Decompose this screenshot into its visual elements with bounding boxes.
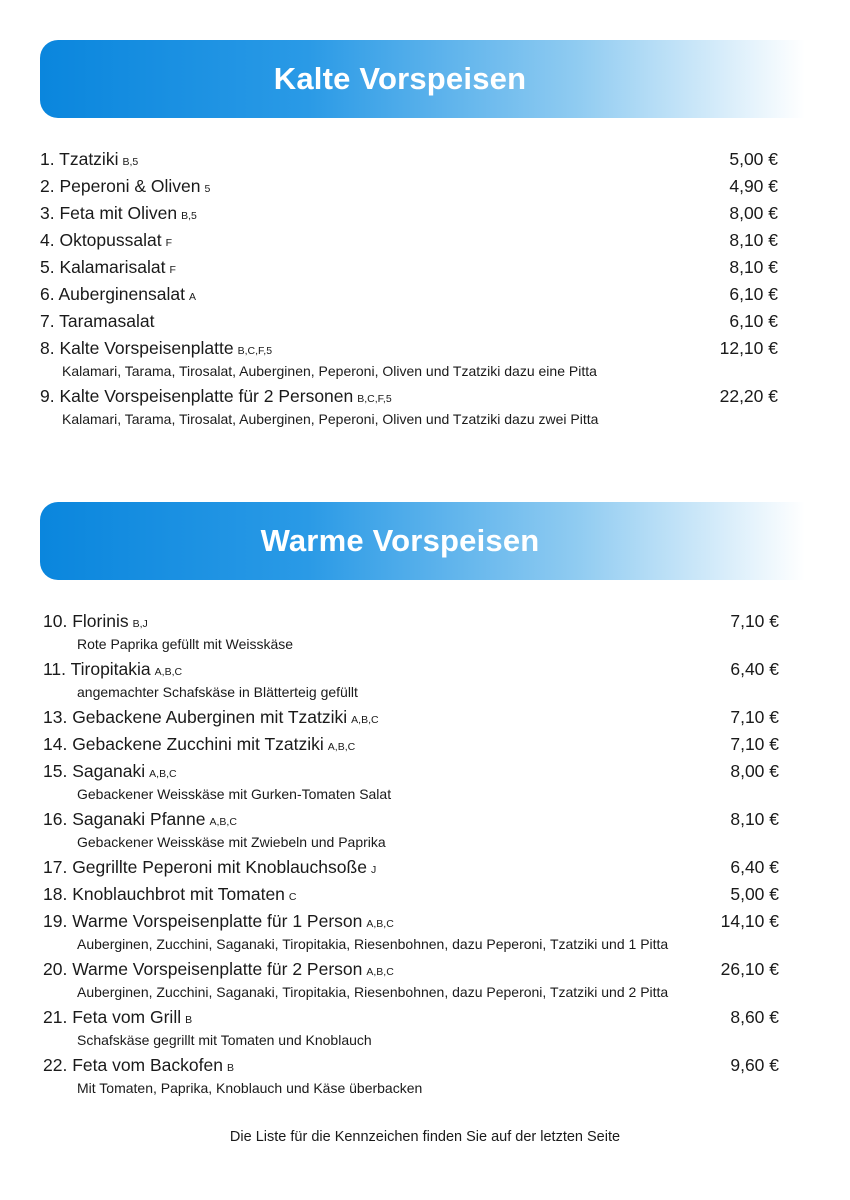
menu-item-allergen-codes: A,B,C <box>209 816 237 828</box>
menu-list-warme-vorspeisen <box>0 608 850 1100</box>
menu-item <box>0 281 850 308</box>
footer-note: Die Liste für die Kennzeichen finden Sie auf der letzten Seite <box>229 1129 621 1145</box>
menu-item-row <box>0 806 850 833</box>
menu-item-allergen-codes: A,B,C <box>351 714 379 726</box>
menu-item <box>0 731 850 758</box>
menu-item-title <box>43 704 379 734</box>
section-banner-kalte-vorspeisen <box>40 40 805 118</box>
menu-item-title <box>43 1004 192 1034</box>
menu-item <box>0 1004 850 1052</box>
menu-item <box>0 227 850 254</box>
menu-item <box>0 608 850 656</box>
menu-item-description: Gebackener Weisskäse mit Zwiebeln und Paprika <box>77 834 386 850</box>
menu-item-description: angemachter Schafskäse in Blätterteig gefüllt <box>77 684 358 700</box>
menu-item-title <box>43 656 182 686</box>
menu-item-row <box>0 956 850 983</box>
menu-item <box>0 656 850 704</box>
menu-item-title <box>40 227 172 257</box>
menu-item-description: Gebackener Weisskäse mit Gurken-Tomaten Salat <box>77 786 392 802</box>
menu-item <box>0 173 850 200</box>
section-title: Kalte Vorspeisen <box>273 61 527 96</box>
menu-item-row <box>0 908 850 935</box>
menu-item-allergen-codes: B,5 <box>122 156 139 168</box>
menu-item-title <box>43 881 297 911</box>
menu-item-allergen-codes: A,B,C <box>327 741 356 753</box>
menu-item-name: 15. Saganaki <box>43 761 146 781</box>
menu-item-name: 8. Kalte Vorspeisenplatte <box>40 338 234 358</box>
menu-item-allergen-codes: A,B,C <box>154 666 183 678</box>
menu-list-kalte-vorspeisen <box>0 146 850 431</box>
menu-item-title <box>40 200 197 230</box>
menu-item-allergen-codes: B <box>226 1062 234 1074</box>
menu-item-title <box>43 731 355 761</box>
menu-item-row <box>0 704 850 731</box>
menu-item <box>0 806 850 854</box>
menu-item-row <box>0 1052 850 1079</box>
menu-item-allergen-codes: A,B,C <box>366 918 394 930</box>
menu-item-name: 21. Feta vom Grill <box>43 1007 182 1027</box>
menu-item-price: 6,10 € <box>729 311 778 331</box>
menu-item-name: 9. Kalte Vorspeisenplatte für 2 Personen <box>40 386 354 406</box>
menu-item-allergen-codes: A,B,C <box>149 768 177 780</box>
menu-item-price: 6,10 € <box>729 284 778 304</box>
menu-item-price: 12,10 € <box>719 338 778 358</box>
menu-item-name: 6. Auberginensalat <box>40 284 185 304</box>
menu-item-title <box>43 908 394 938</box>
menu-item <box>0 1052 850 1100</box>
menu-item-name: 3. Feta mit Oliven <box>40 203 178 223</box>
menu-item-allergen-codes: B <box>185 1014 193 1026</box>
menu-item-title <box>40 254 176 284</box>
menu-item-description: Rote Paprika gefüllt mit Weisskäse <box>77 636 294 652</box>
menu-item-name: 7. Taramasalat <box>40 311 155 331</box>
menu-item-allergen-codes: B,J <box>132 618 148 630</box>
menu-item-description: Auberginen, Zucchini, Saganaki, Tiropitakia, Riesenbohnen, dazu Peperoni, Tzatziki und 1 Pitta <box>77 936 669 952</box>
menu-item-row <box>0 335 850 362</box>
menu-item-row <box>0 854 850 881</box>
menu-item-row <box>0 881 850 908</box>
menu-item <box>0 383 850 431</box>
menu-item-allergen-codes: C <box>288 891 297 903</box>
menu-item-price: 22,20 € <box>719 386 778 406</box>
menu-item-name: 1. Tzatziki <box>40 149 119 169</box>
menu-item-row <box>0 1004 850 1031</box>
menu-item-price: 14,10 € <box>720 911 779 931</box>
menu-item-row <box>0 281 850 308</box>
menu-item-price: 8,00 € <box>730 761 779 781</box>
menu-item-title <box>43 1052 234 1082</box>
menu-item-price: 7,10 € <box>730 611 779 631</box>
menu-item-name: 5. Kalamarisalat <box>40 257 166 277</box>
menu-item-allergen-codes: B,5 <box>181 210 197 222</box>
menu-item-price: 6,40 € <box>730 857 779 877</box>
menu-item <box>0 908 850 956</box>
menu-item-title <box>40 281 196 311</box>
menu-item-row <box>0 146 850 173</box>
menu-item-row <box>0 383 850 410</box>
section-banner-warme-vorspeisen <box>40 502 805 580</box>
menu-item-allergen-codes: B,C,F,5 <box>237 345 273 357</box>
menu-item-title <box>43 956 394 986</box>
menu-item-title <box>40 383 392 413</box>
menu-item-row <box>0 227 850 254</box>
menu-item-price: 8,60 € <box>730 1007 779 1027</box>
menu-item-description: Schafskäse gegrillt mit Tomaten und Knoblauch <box>77 1032 372 1048</box>
menu-item-row <box>0 200 850 227</box>
menu-item-row <box>0 758 850 785</box>
menu-item-title <box>43 854 376 884</box>
menu-item-title <box>43 608 148 638</box>
menu-item-price: 4,90 € <box>729 176 778 196</box>
menu-item-description: Kalamari, Tarama, Tirosalat, Auberginen, Peperoni, Oliven und Tzatziki dazu eine Pitta <box>62 363 597 379</box>
menu-item <box>0 854 850 881</box>
menu-item-title <box>40 146 138 176</box>
menu-item-price: 7,10 € <box>730 707 779 727</box>
menu-item-row <box>0 308 850 335</box>
menu-item <box>0 758 850 806</box>
menu-item-title <box>40 308 154 335</box>
menu-item-description: Auberginen, Zucchini, Saganaki, Tiropitakia, Riesenbohnen, dazu Peperoni, Tzatziki und 2 Pitta <box>77 984 669 1000</box>
menu-item-name: 14. Gebackene Zucchini mit Tzatziki <box>43 734 324 754</box>
menu-item <box>0 146 850 173</box>
menu-item-title <box>40 335 272 365</box>
menu-item-row <box>0 254 850 281</box>
menu-item-name: 22. Feta vom Backofen <box>43 1055 223 1075</box>
menu-item-price: 6,40 € <box>730 659 779 679</box>
section-title: Warme Vorspeisen <box>260 523 540 558</box>
menu-item-allergen-codes: F <box>165 237 173 249</box>
menu-item <box>0 956 850 1004</box>
menu-item-price: 26,10 € <box>720 959 779 979</box>
menu-item-price: 5,00 € <box>730 884 779 904</box>
menu-item-name: 20. Warme Vorspeisenplatte für 2 Person <box>43 959 363 979</box>
menu-item <box>0 881 850 908</box>
menu-item <box>0 704 850 731</box>
menu-item <box>0 335 850 383</box>
menu-item-name: 13. Gebackene Auberginen mit Tzatziki <box>43 707 348 727</box>
menu-item-allergen-codes: F <box>169 264 176 276</box>
menu-item <box>0 254 850 281</box>
menu-item-name: 19. Warme Vorspeisenplatte für 1 Person <box>43 911 363 931</box>
menu-item-price: 8,10 € <box>729 257 778 277</box>
menu-item-name: 10. Florinis <box>43 611 129 631</box>
menu-item-allergen-codes: A <box>188 291 196 303</box>
menu-item-name: 4. Oktopussalat <box>40 230 162 250</box>
menu-item-name: 18. Knoblauchbrot mit Tomaten <box>43 884 285 904</box>
menu-item-name: 11. Tiropitakia <box>43 659 151 679</box>
menu-item-price: 5,00 € <box>729 149 778 169</box>
menu-item-name: 17. Gegrillte Peperoni mit Knoblauchsoße <box>43 857 367 877</box>
menu-item-description: Kalamari, Tarama, Tirosalat, Auberginen, Peperoni, Oliven und Tzatziki dazu zwei Pitta <box>62 411 599 427</box>
menu-item-row <box>0 731 850 758</box>
menu-item-title <box>43 806 237 836</box>
menu-item-price: 8,10 € <box>730 809 779 829</box>
menu-item-row <box>0 173 850 200</box>
menu-item-name: 16. Saganaki Pfanne <box>43 809 206 829</box>
menu-item-row <box>0 656 850 683</box>
menu-item-price: 9,60 € <box>730 1055 779 1075</box>
menu-item-name: 2. Peperoni & Oliven <box>40 176 201 196</box>
menu-item-allergen-codes: 5 <box>204 183 211 195</box>
menu-item-title <box>40 173 210 203</box>
menu-item-allergen-codes: B,C,F,5 <box>357 393 392 405</box>
menu-item-price: 7,10 € <box>730 734 779 754</box>
menu-item-title <box>43 758 177 788</box>
menu-item <box>0 200 850 227</box>
menu-item <box>0 308 850 335</box>
menu-item-allergen-codes: A,B,C <box>366 966 394 978</box>
menu-item-row <box>0 608 850 635</box>
menu-item-description: Mit Tomaten, Paprika, Knoblauch und Käse überbacken <box>77 1080 423 1096</box>
menu-item-price: 8,10 € <box>729 230 778 250</box>
menu-item-price: 8,00 € <box>729 203 778 223</box>
menu-item-allergen-codes: J <box>370 864 377 876</box>
